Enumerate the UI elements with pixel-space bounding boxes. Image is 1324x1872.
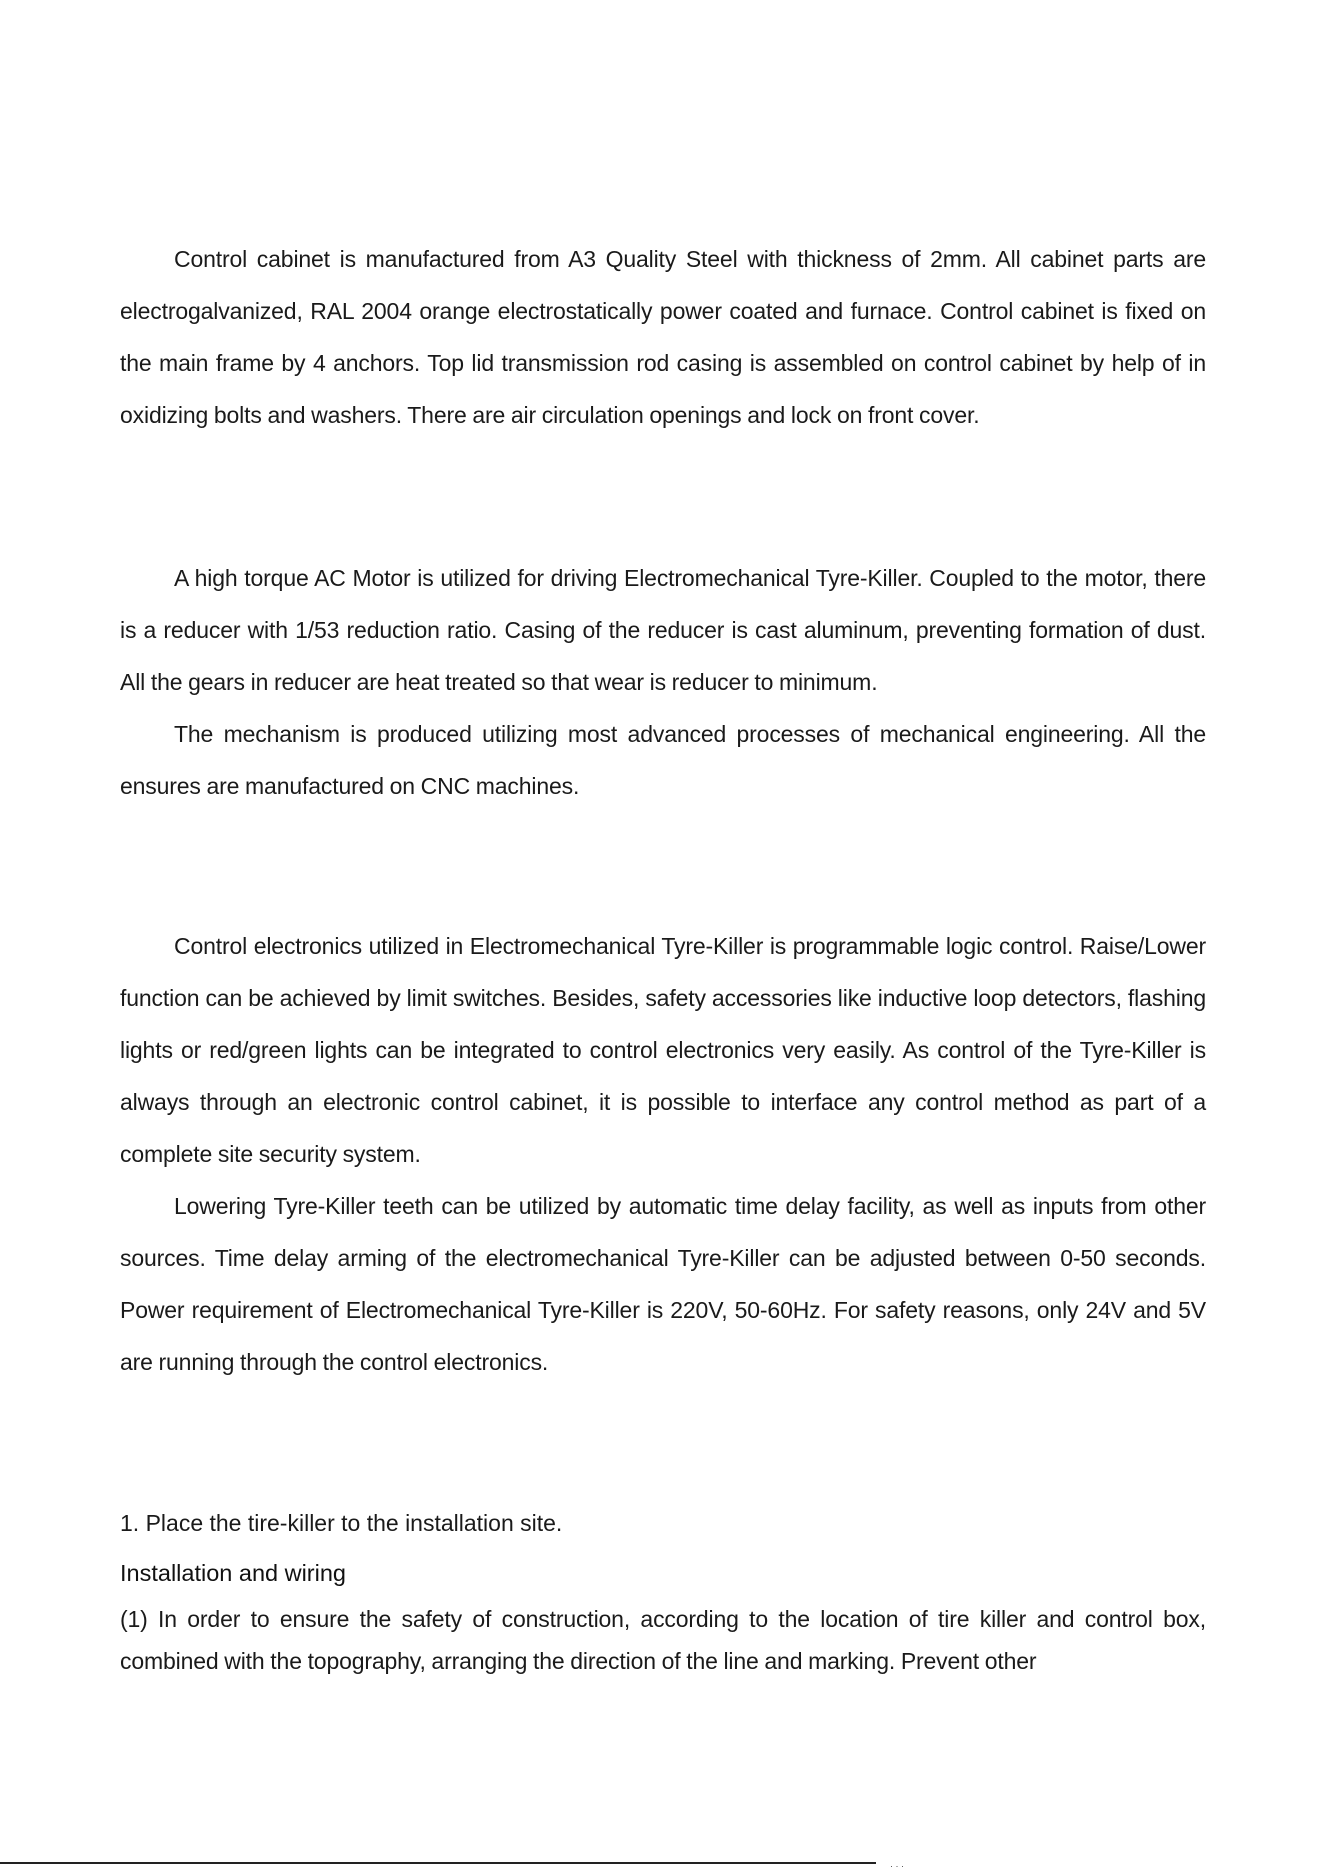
control-cabinet-section — [120, 233, 1206, 441]
installation-heading: Installation and wiring — [120, 1560, 346, 1586]
control-cabinet-paragraph: Control cabinet is manufactured from A3 Quality Steel with thickness of 2mm. All cabinet parts are electrogalvanized, RAL 2004 orange electrostatically power coated and furnace. Control cabinet is fixed on the main frame by 4 anchors. Top lid transmission rod casing is assembled on control cabinet by help of in oxidizing bolts and washers. There are air circulation openings and lock on front cover. — [120, 246, 1206, 428]
page-number-fragment: · · · — [890, 1861, 904, 1871]
installation-section — [120, 1498, 1206, 1682]
installation-item-1: (1) In order to ensure the safety of construction, according to the location of tire killer and control box, combined with the topography, arranging the direction of the line and marking. Prevent other — [120, 1606, 1206, 1674]
installation-step-1: 1. Place the tire-killer to the installation site. — [120, 1510, 563, 1536]
time-delay-paragraph: Lowering Tyre-Killer teeth can be utilized by automatic time delay facility, as well as inputs from other sources. Time delay arming of the electromechanical Tyre-Killer can be adjusted between 0-50 seconds. Power requirement of Electromechanical Tyre-Killer is 220V, 50-60Hz. For safety reasons, only 24V and 5V are running through the control electronics. — [120, 1193, 1206, 1375]
motor-paragraph: A high torque AC Motor is utilized for driving Electromechanical Tyre-Killer. Coupled to the motor, there is a reducer with 1/53 reduction ratio. Casing of the reducer is cast aluminum, preventing formation of dust. All the gears in reducer are heat treated so that wear is reducer to minimum. — [120, 565, 1206, 695]
motor-section — [120, 552, 1206, 812]
control-electronics-section — [120, 920, 1206, 1388]
control-electronics-paragraph: Control electronics utilized in Electromechanical Tyre-Killer is programmable logic control. Raise/Lower function can be achieved by limit switches. Besides, safety accessories like inductive loop detectors, flashing lights or red/green lights can be integrated to control electronics very easily. As control of the Tyre-Killer is always through an electronic control cabinet, it is possible to interface any control method as part of a complete site security system. — [120, 933, 1206, 1167]
mechanism-paragraph: The mechanism is produced utilizing most advanced processes of mechanical engineering. All the ensures are manufactured on CNC machines. — [120, 721, 1206, 799]
footer-divider — [0, 1862, 876, 1864]
